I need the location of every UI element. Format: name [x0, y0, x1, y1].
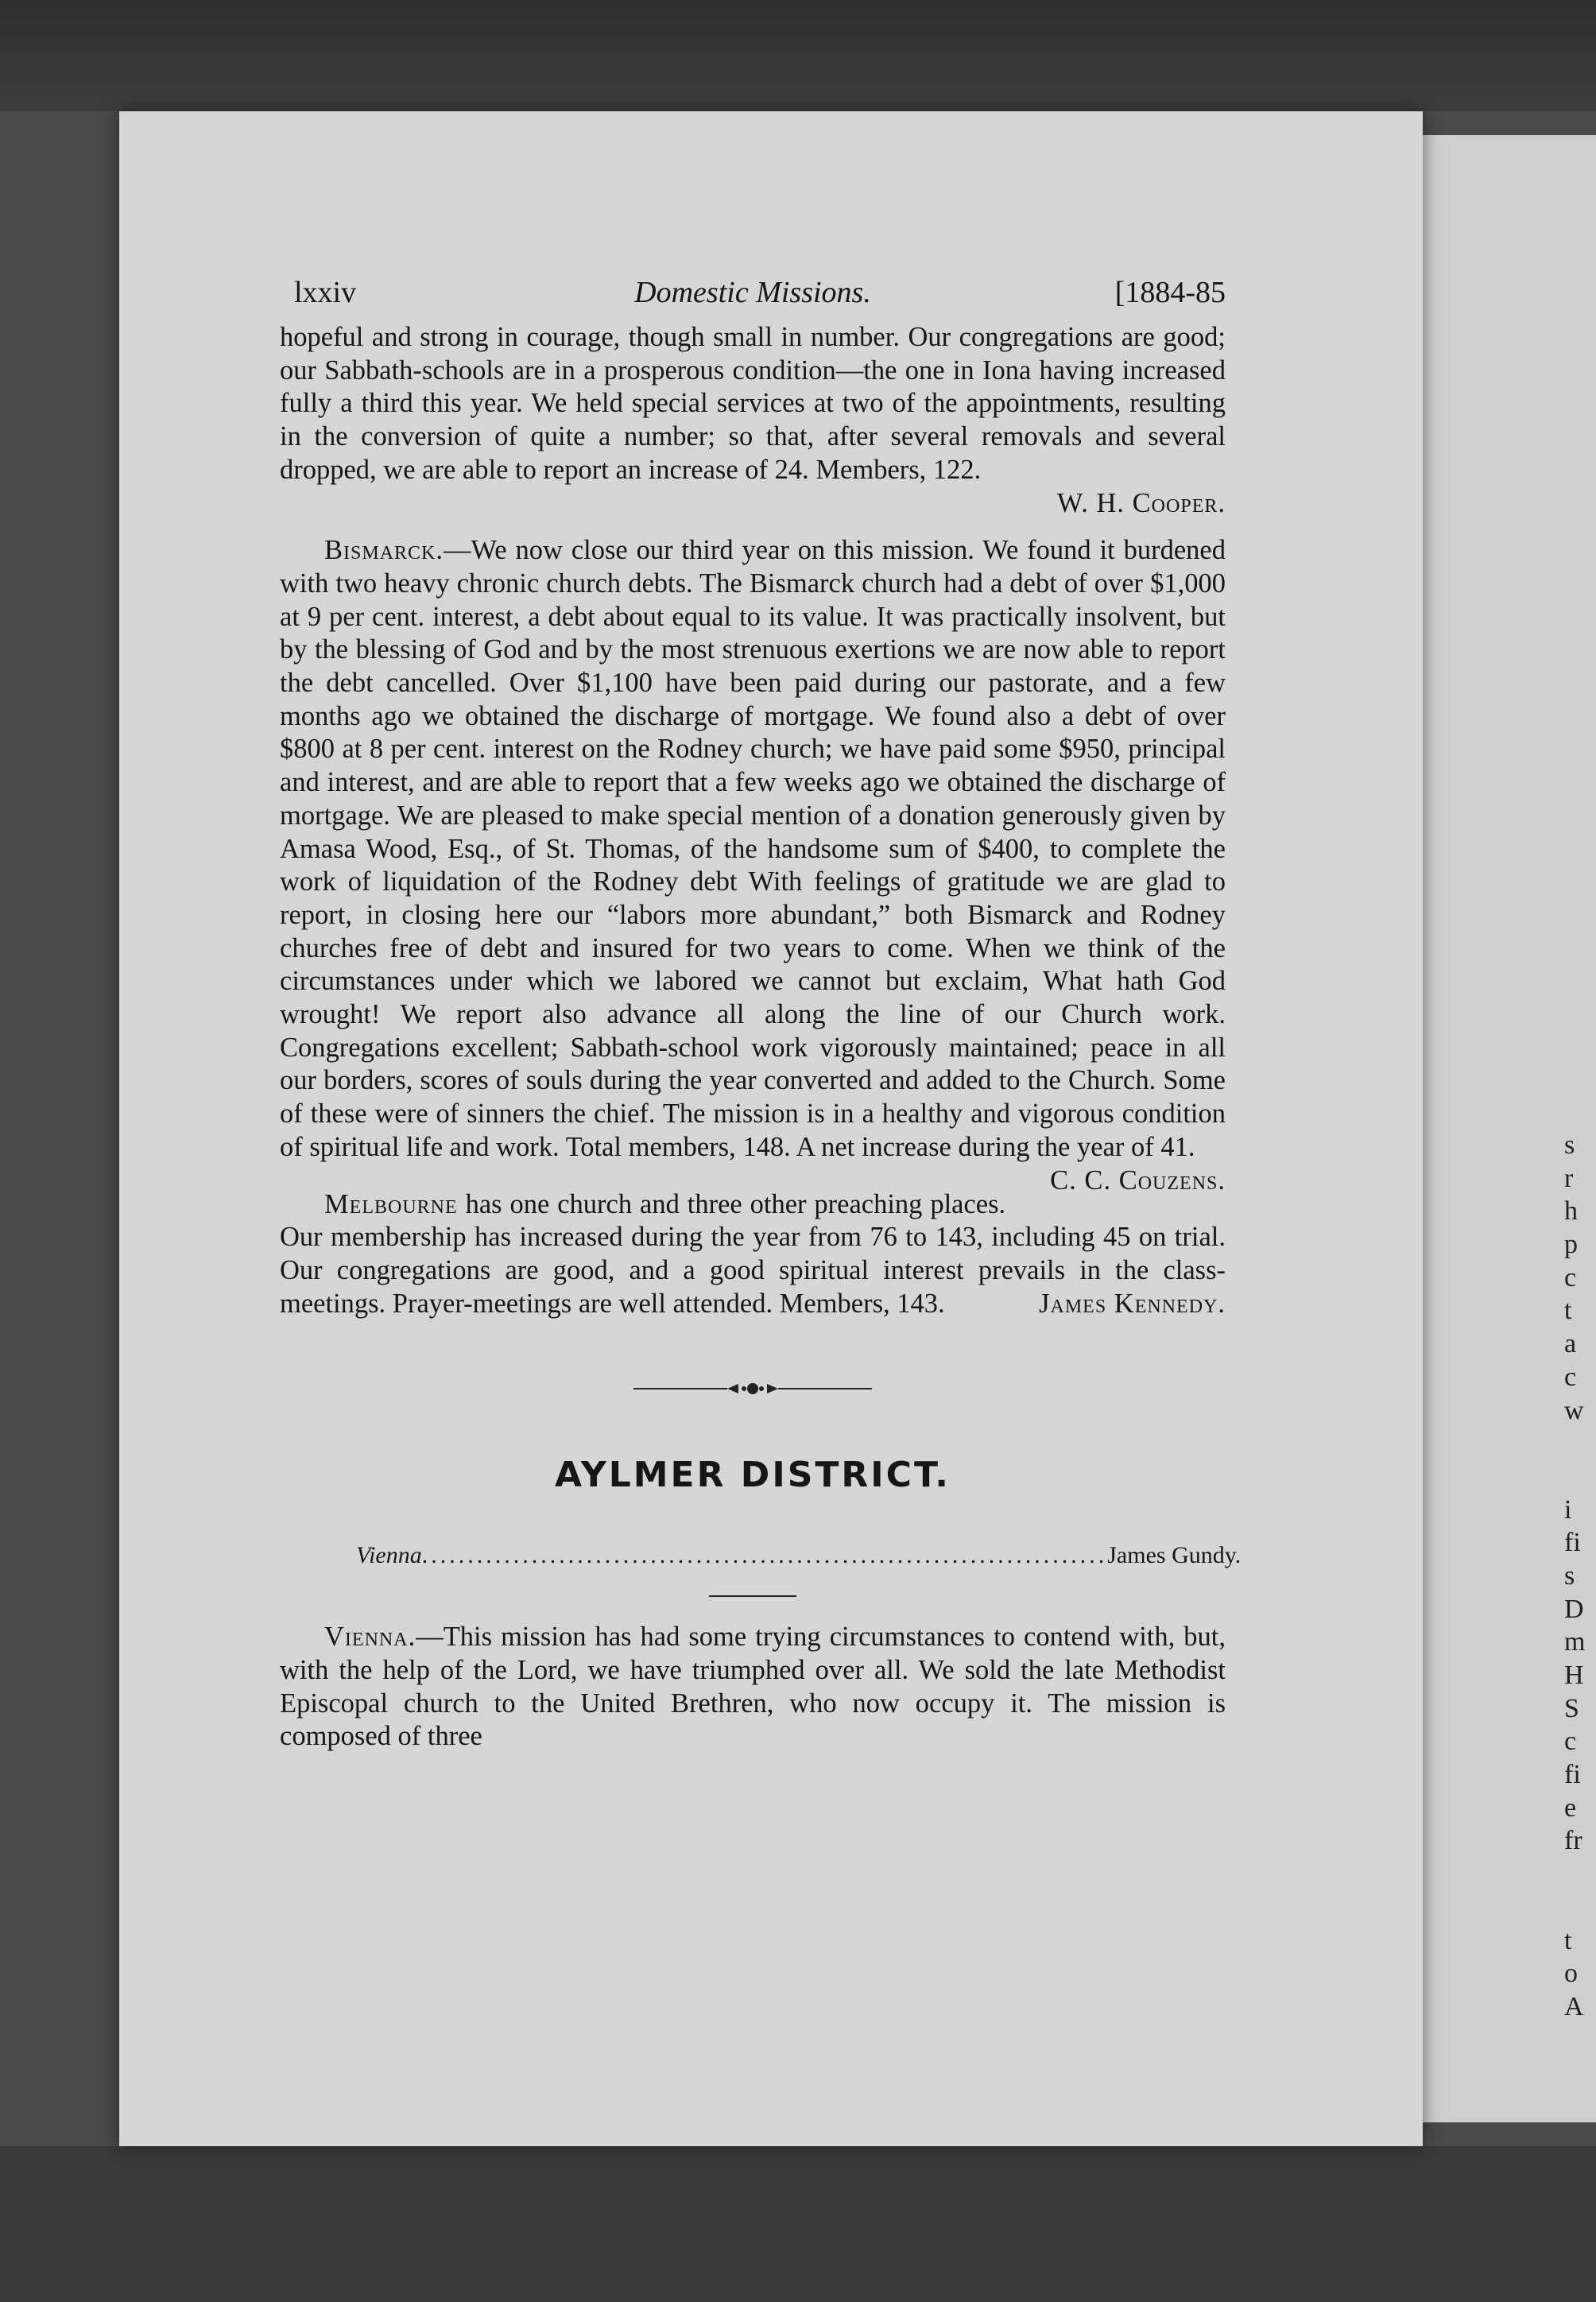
facing-fragment: t	[1564, 1296, 1572, 1326]
short-rule	[709, 1595, 796, 1597]
intro-signature: W. H. Cooper.	[1056, 487, 1226, 518]
facing-fragment: D	[1564, 1594, 1584, 1624]
facing-fragment: s	[1564, 1130, 1575, 1160]
bismarck-signature: C. C. Couzens.	[1050, 1165, 1226, 1196]
facing-fragment: A	[1564, 1991, 1584, 2021]
melbourne-text: has one church and three other preaching places. Our membership has increased during the year from 76 to 143, including 45 on trial. Our congregations are good, and a good spiritual interest prevails in the class-meetings. Prayer-meetings are well attended. Members, 143.	[280, 1188, 1226, 1319]
header-year: [1884-85	[1114, 276, 1226, 309]
facing-fragment: c	[1564, 1362, 1577, 1392]
appointment-place: Vienna	[356, 1542, 422, 1569]
vienna-text: —This mission has had some trying circumstances to contend with, but, with the help of the Lord, we have triumphed over all. We sold the late Methodist Episcopal church to the United Brethren, who now occupy it. The mission is composed of three	[280, 1622, 1226, 1752]
microfilm-top-edge	[0, 0, 1596, 111]
facing-fragment: fi	[1564, 1528, 1581, 1558]
district-heading: AYLMER DISTRICT.	[555, 1455, 951, 1496]
facing-fragment: i	[1564, 1494, 1572, 1525]
facing-fragment: e	[1564, 1792, 1577, 1823]
facing-fragment: h	[1564, 1196, 1578, 1227]
vienna-heading: Vienna.	[324, 1622, 416, 1653]
facing-page-text-fragments	[1564, 1129, 1596, 2024]
vienna-paragraph	[280, 1621, 1226, 1754]
section-ornament	[633, 1376, 872, 1400]
facing-fragment: w	[1564, 1395, 1584, 1425]
facing-fragment: fr	[1564, 1826, 1582, 1856]
bismarck-heading: Bismarck.	[324, 535, 444, 566]
facing-fragment: S	[1564, 1693, 1579, 1723]
bismarck-text: —We now close our third year on this mission. We found it burdened with two heavy chronic church debts. The Bismarck church had a debt of over $1,000 at 9 per cent. interest, a debt about equal to its value. It was practically insolvent, but by the blessing of God and by the most strenuous exertions we are now able to report the debt cancelled. Over $1,100 have been paid during our pastorate, and a few months ago we obtained the discharge of mortgage. We found also a debt of over $800 at 8 per cent. interest on the Rodney church; we have paid some $950, principal and interest, and are able to report that a few weeks ago we obtained the discharge of mortgage. We are pleased to make special mention of a donation generously given by Amasa Wood, Esq., of St. Thomas, of the handsome sum of $400, to complete the work of liquidation of the Rodney debt With feelings of gratitude we are glad to report, in closing here our “labors more abundant,” both Bismarck and Rodney churches free of debt and insured for two years to come. When we think of the circumstances under which we labored we cannot but exclaim, What hath God wrought! We report also advance all along the line of our Church work. Congregations excellent; Sabbath-school work vigorously maintained; peace in all our borders, scores of souls during the year converted and added to the Church. Some of these were of sinners the chief. The mission is in a healthy and vigorous condition of spiritual life and work. Total members, 148. A net increase during the year of 41.	[280, 535, 1226, 1162]
facing-fragment: t	[1564, 1925, 1572, 1955]
facing-fragment: o	[1564, 1959, 1578, 1989]
appointment-line	[356, 1540, 1242, 1571]
melbourne-heading: Melbourne	[324, 1188, 458, 1219]
facing-fragment	[1564, 1891, 1596, 1924]
appointment-leader-dots: ...........................................................................	[421, 1542, 1108, 1569]
appointment-minister: James Gundy.	[1107, 1542, 1242, 1569]
running-header	[280, 269, 1226, 318]
facing-fragment	[1564, 1427, 1596, 1460]
facing-fragment: r	[1564, 1163, 1574, 1193]
microfilm-bottom-edge	[0, 2146, 1596, 2302]
page-text-column	[280, 269, 1242, 1754]
facing-fragment: c	[1564, 1726, 1577, 1757]
facing-fragment: H	[1564, 1661, 1584, 1690]
melbourne-paragraph	[280, 1188, 1226, 1321]
facing-fragment: m	[1564, 1627, 1586, 1657]
facing-fragment	[1564, 1460, 1596, 1494]
facing-fragment: c	[1564, 1262, 1577, 1292]
running-title: Domestic Missions.	[634, 276, 871, 309]
facing-fragment	[1564, 1858, 1596, 1891]
facing-fragment: p	[1564, 1230, 1578, 1260]
page-number: lxxiv	[294, 276, 357, 309]
melbourne-signature: James Kennedy.	[1039, 1288, 1226, 1319]
facing-fragment: fi	[1564, 1760, 1581, 1790]
facing-fragment: a	[1564, 1329, 1577, 1359]
bismarck-paragraph	[280, 534, 1226, 1196]
intro-paragraph: hopeful and strong in courage, though small in number. Our congregations are good; our Sabbath-schools are in a prosperous condition—the one in Iona having increased fully a third this year. We held special services at two of the appointments, resulting in the conversion of quite a number; so that, after several removals and several dropped, we are able to report an increase of 24. Members, 122.	[280, 322, 1226, 485]
facing-fragment: s	[1564, 1560, 1575, 1591]
